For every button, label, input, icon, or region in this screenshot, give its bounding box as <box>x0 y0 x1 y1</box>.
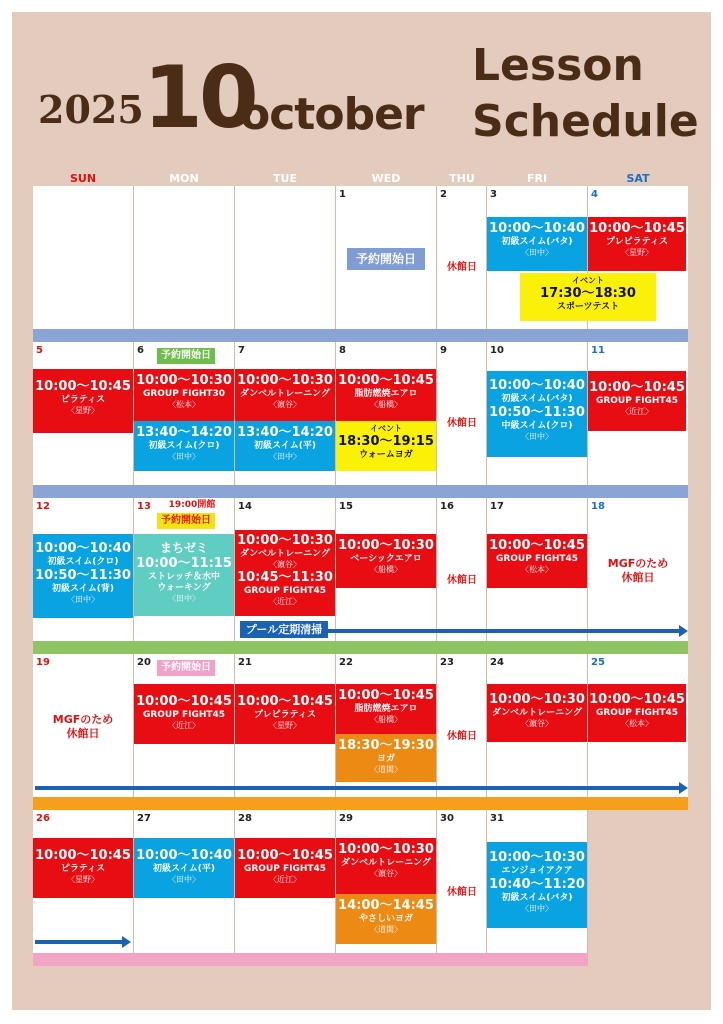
year-title: 2025 <box>38 87 144 132</box>
lesson-d6a[interactable]: 10:00～10:30 GROUP FIGHT30 〈松本〉 <box>134 369 234 421</box>
date-number: 17 <box>490 501 504 512</box>
day-header-sat: SAT <box>626 172 650 185</box>
reservation-start-tag: 予約開始日 <box>157 513 215 529</box>
lesson-d7a[interactable]: 10:00～10:30 ダンベルトレーニング 〈濵谷〉 <box>235 369 335 421</box>
date-number: 7 <box>238 345 245 356</box>
date-number: 2 <box>440 189 447 200</box>
lesson-d22b[interactable]: 18:30～19:30 ヨガ 〈道関〉 <box>336 734 436 782</box>
date-number: 30 <box>440 813 454 824</box>
date-number: 13 <box>137 501 151 512</box>
week-separator <box>33 953 588 966</box>
date-number: 25 <box>591 657 605 668</box>
event-d8[interactable]: イベント 18:30～19:15 ウォームヨガ <box>336 421 436 471</box>
date-number: 5 <box>36 345 43 356</box>
lesson-d29a[interactable]: 10:00～10:30 ダンベルトレーニング 〈濵谷〉 <box>336 838 436 894</box>
date-number: 8 <box>339 345 346 356</box>
day-header-thu: THU <box>449 172 475 185</box>
lesson-d20[interactable]: 10:00～10:45 GROUP FIGHT45 〈近江〉 <box>134 684 234 744</box>
mgf-closed-note-19: MGFのため 休館日 <box>52 713 114 740</box>
pool-cleaning-arrow <box>328 629 680 633</box>
date-number: 19 <box>36 657 50 668</box>
closed-label: 休館日 <box>447 575 477 586</box>
lesson-d27[interactable]: 10:00～10:40 初級スイム(平) 〈田中〉 <box>134 838 234 898</box>
date-number: 12 <box>36 501 50 512</box>
schedule-title: Schedule <box>472 96 699 147</box>
lesson-d21[interactable]: 10:00～10:45 プレピラティス 〈星野〉 <box>235 684 335 744</box>
closed-label: 休館日 <box>447 887 477 898</box>
day-header-mon: MON <box>169 172 199 185</box>
reservation-start-tag: 予約開始日 <box>157 348 215 364</box>
week-separator <box>33 329 688 342</box>
month-number-title: 10 <box>143 48 255 148</box>
lesson-title: Lesson <box>472 40 644 91</box>
pool-cleaning-arrow <box>35 940 123 944</box>
closed-label: 休館日 <box>447 262 477 273</box>
date-number: 10 <box>490 345 504 356</box>
date-number: 24 <box>490 657 504 668</box>
date-number: 11 <box>591 345 605 356</box>
day-cell-16[interactable] <box>437 498 487 641</box>
lesson-d11[interactable]: 10:00～10:45 GROUP FIGHT45 〈近江〉 <box>588 371 686 431</box>
lesson-d22a[interactable]: 10:00～10:45 脂肪燃焼エアロ 〈船橋〉 <box>336 684 436 734</box>
date-number: 9 <box>440 345 447 356</box>
date-number: 22 <box>339 657 353 668</box>
day-header-sun: SUN <box>69 172 97 185</box>
lesson-d26[interactable]: 10:00～10:45 ピラティス 〈星野〉 <box>33 838 133 898</box>
day-cell-empty <box>235 186 336 329</box>
date-number: 16 <box>440 501 454 512</box>
pool-cleaning-tag: プール定期清掃 <box>240 621 328 638</box>
lesson-d6b[interactable]: 13:40～14:20 初級スイム(クロ) 〈田中〉 <box>134 421 234 471</box>
closed-label: 休館日 <box>447 418 477 429</box>
lesson-d5[interactable]: 10:00～10:45 ピラティス 〈星野〉 <box>33 369 133 433</box>
month-name-title: october <box>240 89 424 140</box>
date-number: 28 <box>238 813 252 824</box>
day-header-fri: FRI <box>526 172 548 185</box>
week-separator <box>33 641 688 654</box>
event-d3[interactable]: イベント 17:30～18:30 スポーツテスト <box>520 273 656 321</box>
reservation-start-tag: 予約開始日 <box>347 248 425 270</box>
date-number: 15 <box>339 501 353 512</box>
date-number: 29 <box>339 813 353 824</box>
lesson-d4[interactable]: 10:00～10:45 プレピラティス 〈星野〉 <box>588 217 686 271</box>
pool-cleaning-arrow <box>35 786 680 790</box>
lesson-d12[interactable]: 10:00～10:40 初級スイム(クロ) 10:50～11:30 初級スイム(背) 〈田中〉 <box>33 534 133 618</box>
lesson-d29b[interactable]: 14:00～14:45 やさしいヨガ 〈道関〉 <box>336 894 436 944</box>
reservation-start-tag: 予約開始日 <box>157 660 215 676</box>
date-number: 20 <box>137 657 151 668</box>
lesson-d14[interactable]: 10:00～10:30 ダンベルトレーニング 〈濵谷〉 10:45～11:30 GROUP FIGHT45 〈近江〉 <box>235 530 335 616</box>
date-number: 27 <box>137 813 151 824</box>
lesson-d25[interactable]: 10:00～10:45 GROUP FIGHT45 〈松本〉 <box>588 684 686 742</box>
date-number: 6 <box>137 345 144 356</box>
lesson-d7b[interactable]: 13:40～14:20 初級スイム(平) 〈田中〉 <box>235 421 335 471</box>
week-separator <box>33 485 688 498</box>
closed-label: 休館日 <box>447 731 477 742</box>
date-number: 3 <box>490 189 497 200</box>
date-number: 4 <box>591 189 598 200</box>
day-cell-empty <box>33 186 134 329</box>
date-number: 1 <box>339 189 346 200</box>
day-cell-empty <box>134 186 235 329</box>
day-header-wed: WED <box>371 172 401 185</box>
day-header-tue: TUE <box>273 172 297 185</box>
lesson-d8a[interactable]: 10:00～10:45 脂肪燃焼エアロ 〈船橋〉 <box>336 369 436 421</box>
opening-time-note: 19:00開館 <box>168 500 216 510</box>
lesson-d31[interactable]: 10:00～10:30 エンジョイアクア 10:40～11:20 初級スイム(バタ) 〈田中〉 <box>487 842 587 928</box>
week-separator <box>33 797 688 810</box>
date-number: 21 <box>238 657 252 668</box>
date-number: 26 <box>36 813 50 824</box>
lesson-d10[interactable]: 10:00～10:40 初級スイム(バタ) 10:50～11:30 中級スイム(クロ) 〈田中〉 <box>487 371 587 457</box>
lesson-d13[interactable]: まちゼミ 10:00～11:15 ストレッチ＆水中 ウォーキング 〈田中〉 <box>134 534 234 616</box>
lesson-d3[interactable]: 10:00～10:40 初級スイム(バタ) 〈田中〉 <box>487 217 587 271</box>
day-cell-23[interactable] <box>437 654 487 797</box>
date-number: 31 <box>490 813 504 824</box>
mgf-closed-note-18: MGFのため 休館日 <box>607 557 669 584</box>
lesson-d15[interactable]: 10:00～10:30 ベーシックエアロ 〈船橋〉 <box>336 534 436 588</box>
date-number: 18 <box>591 501 605 512</box>
date-number: 23 <box>440 657 454 668</box>
day-cell-30[interactable] <box>437 810 487 953</box>
date-number: 14 <box>238 501 252 512</box>
lesson-d17[interactable]: 10:00～10:45 GROUP FIGHT45 〈松本〉 <box>487 534 587 588</box>
lesson-d28[interactable]: 10:00～10:45 GROUP FIGHT45 〈近江〉 <box>235 838 335 898</box>
lesson-d24[interactable]: 10:00～10:30 ダンベルトレーニング 〈濵谷〉 <box>487 684 587 742</box>
